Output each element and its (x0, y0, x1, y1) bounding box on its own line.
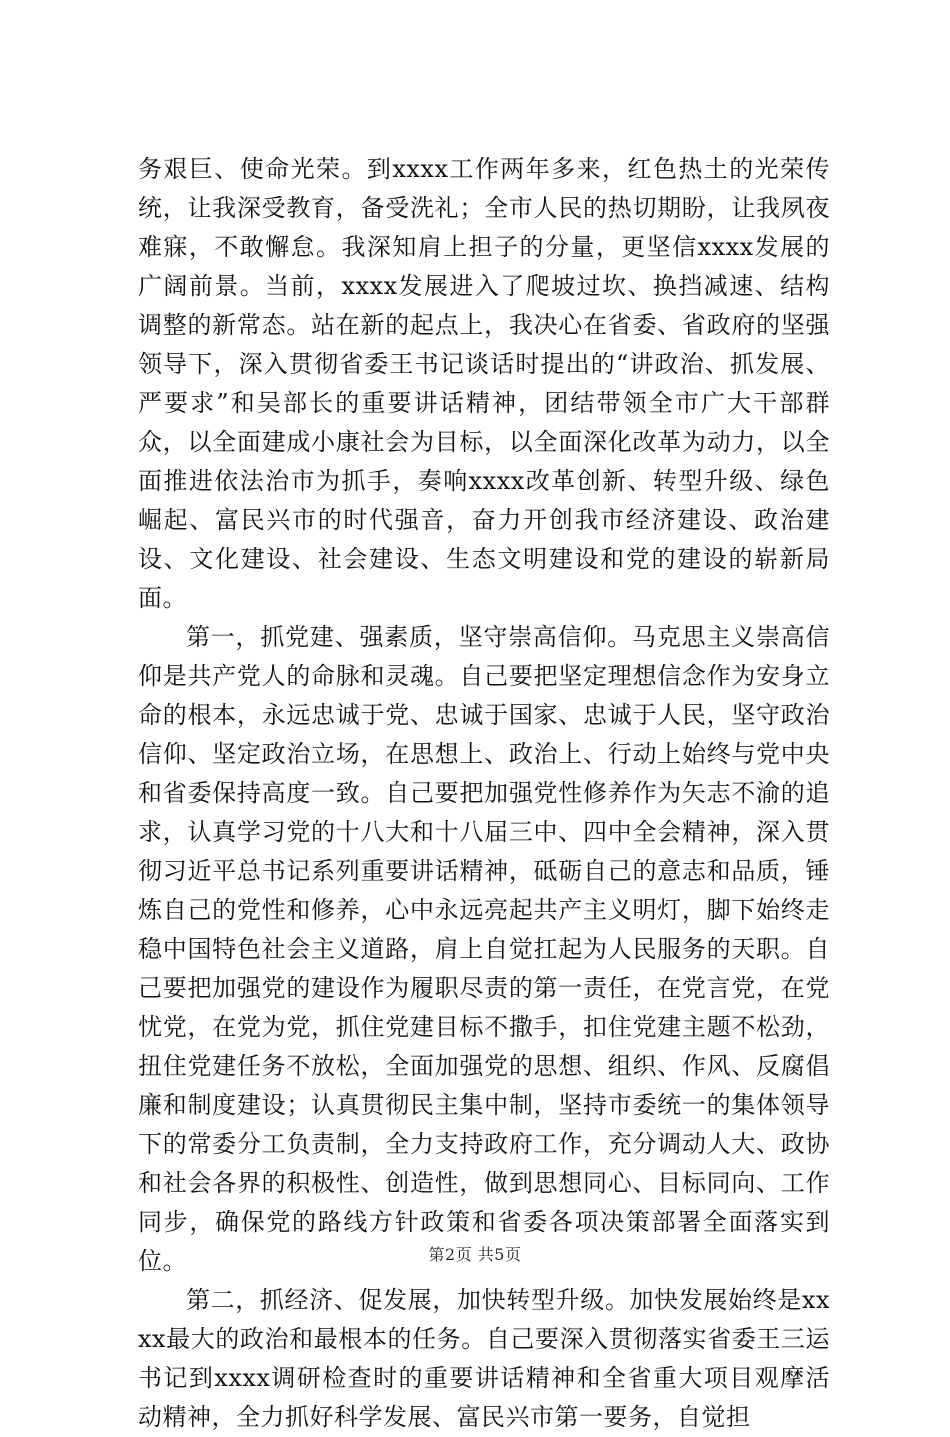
paragraph-second-point: 第二，抓经济、促发展，加快转型升级。加快发展始终是xxxx最大的政治和最根本的任务。自己要深入贯彻落实省委王三运书记到xxxx调研检查时的重要讲话精神和全省重大项目观摩活动精神，全力抓好科学发展、富民兴市第一要务，自觉担 (138, 1286, 830, 1431)
paragraph-first-point: 第一，抓党建、强素质，坚守崇高信仰。马克思主义崇高信仰是共产党人的命脉和灵魂。自己要把坚定理想信念作为安身立命的根本，永远忠诚于党、忠诚于国家、忠诚于人民，坚守政治信仰、坚定政治立场，在思想上、政治上、行动上始终与党中央和省委保持高度一致。自己要把加强党性修养作为矢志不渝的追求，认真学习党的十八大和十八届三中、四中全会精神，深入贯彻习近平总书记系列重要讲话精神，砥砺自己的意志和品质，锤炼自己的党性和修养，心中永远亮起共产主义明灯，脚下始终走稳中国特色社会主义道路，肩上自觉扛起为人民服务的天职。自己要把加强党的建设作为履职尽责的第一责任，在党言党，在党忧党，在党为党，抓住党建目标不撒手，扣住党建主题不松劲，扭住党建任务不放松，全面加强党的思想、组织、作风、反腐倡廉和制度建设；认真贯彻民主集中制，坚持市委统一的集体领导下的常委分工负责制，全力支持政府工作，充分调动人大、政协和社会各界的积极性、创造性，做到思想同心、目标同向、工作同步，确保党的路线方针政策和省委各项决策部署全面落实到位。 (138, 623, 830, 1275)
page-number-footer: 第2页 共5页 (428, 1245, 522, 1264)
paragraph-intro-continued: 务艰巨、使命光荣。到xxxx工作两年多来，红色热土的光荣传统，让我深受教育，备受洗礼；全市人民的热切期盼，让我夙夜难寐，不敢懈怠。我深知肩上担子的分量，更坚信xxxx发展的广阔前景。当前，xxxx发展进入了爬坡过坎、换挡减速、结构调整的新常态。站在新的起点上，我决心在省委、省政府的坚强领导下，深入贯彻省委王书记谈话时提出的“讲政治、抓发展、严要求”和吴部长的重要讲话精神，团结带领全市广大干部群众，以全面建成小康社会为目标，以全面深化改革为动力，以全面推进依法治市为抓手，奏响xxxx改革创新、转型升级、绿色崛起、富民兴市的时代强音，奋力开创我市经济建设、政治建设、文化建设、社会建设、生态文明建设和党的建设的崭新局面。 (138, 155, 830, 612)
